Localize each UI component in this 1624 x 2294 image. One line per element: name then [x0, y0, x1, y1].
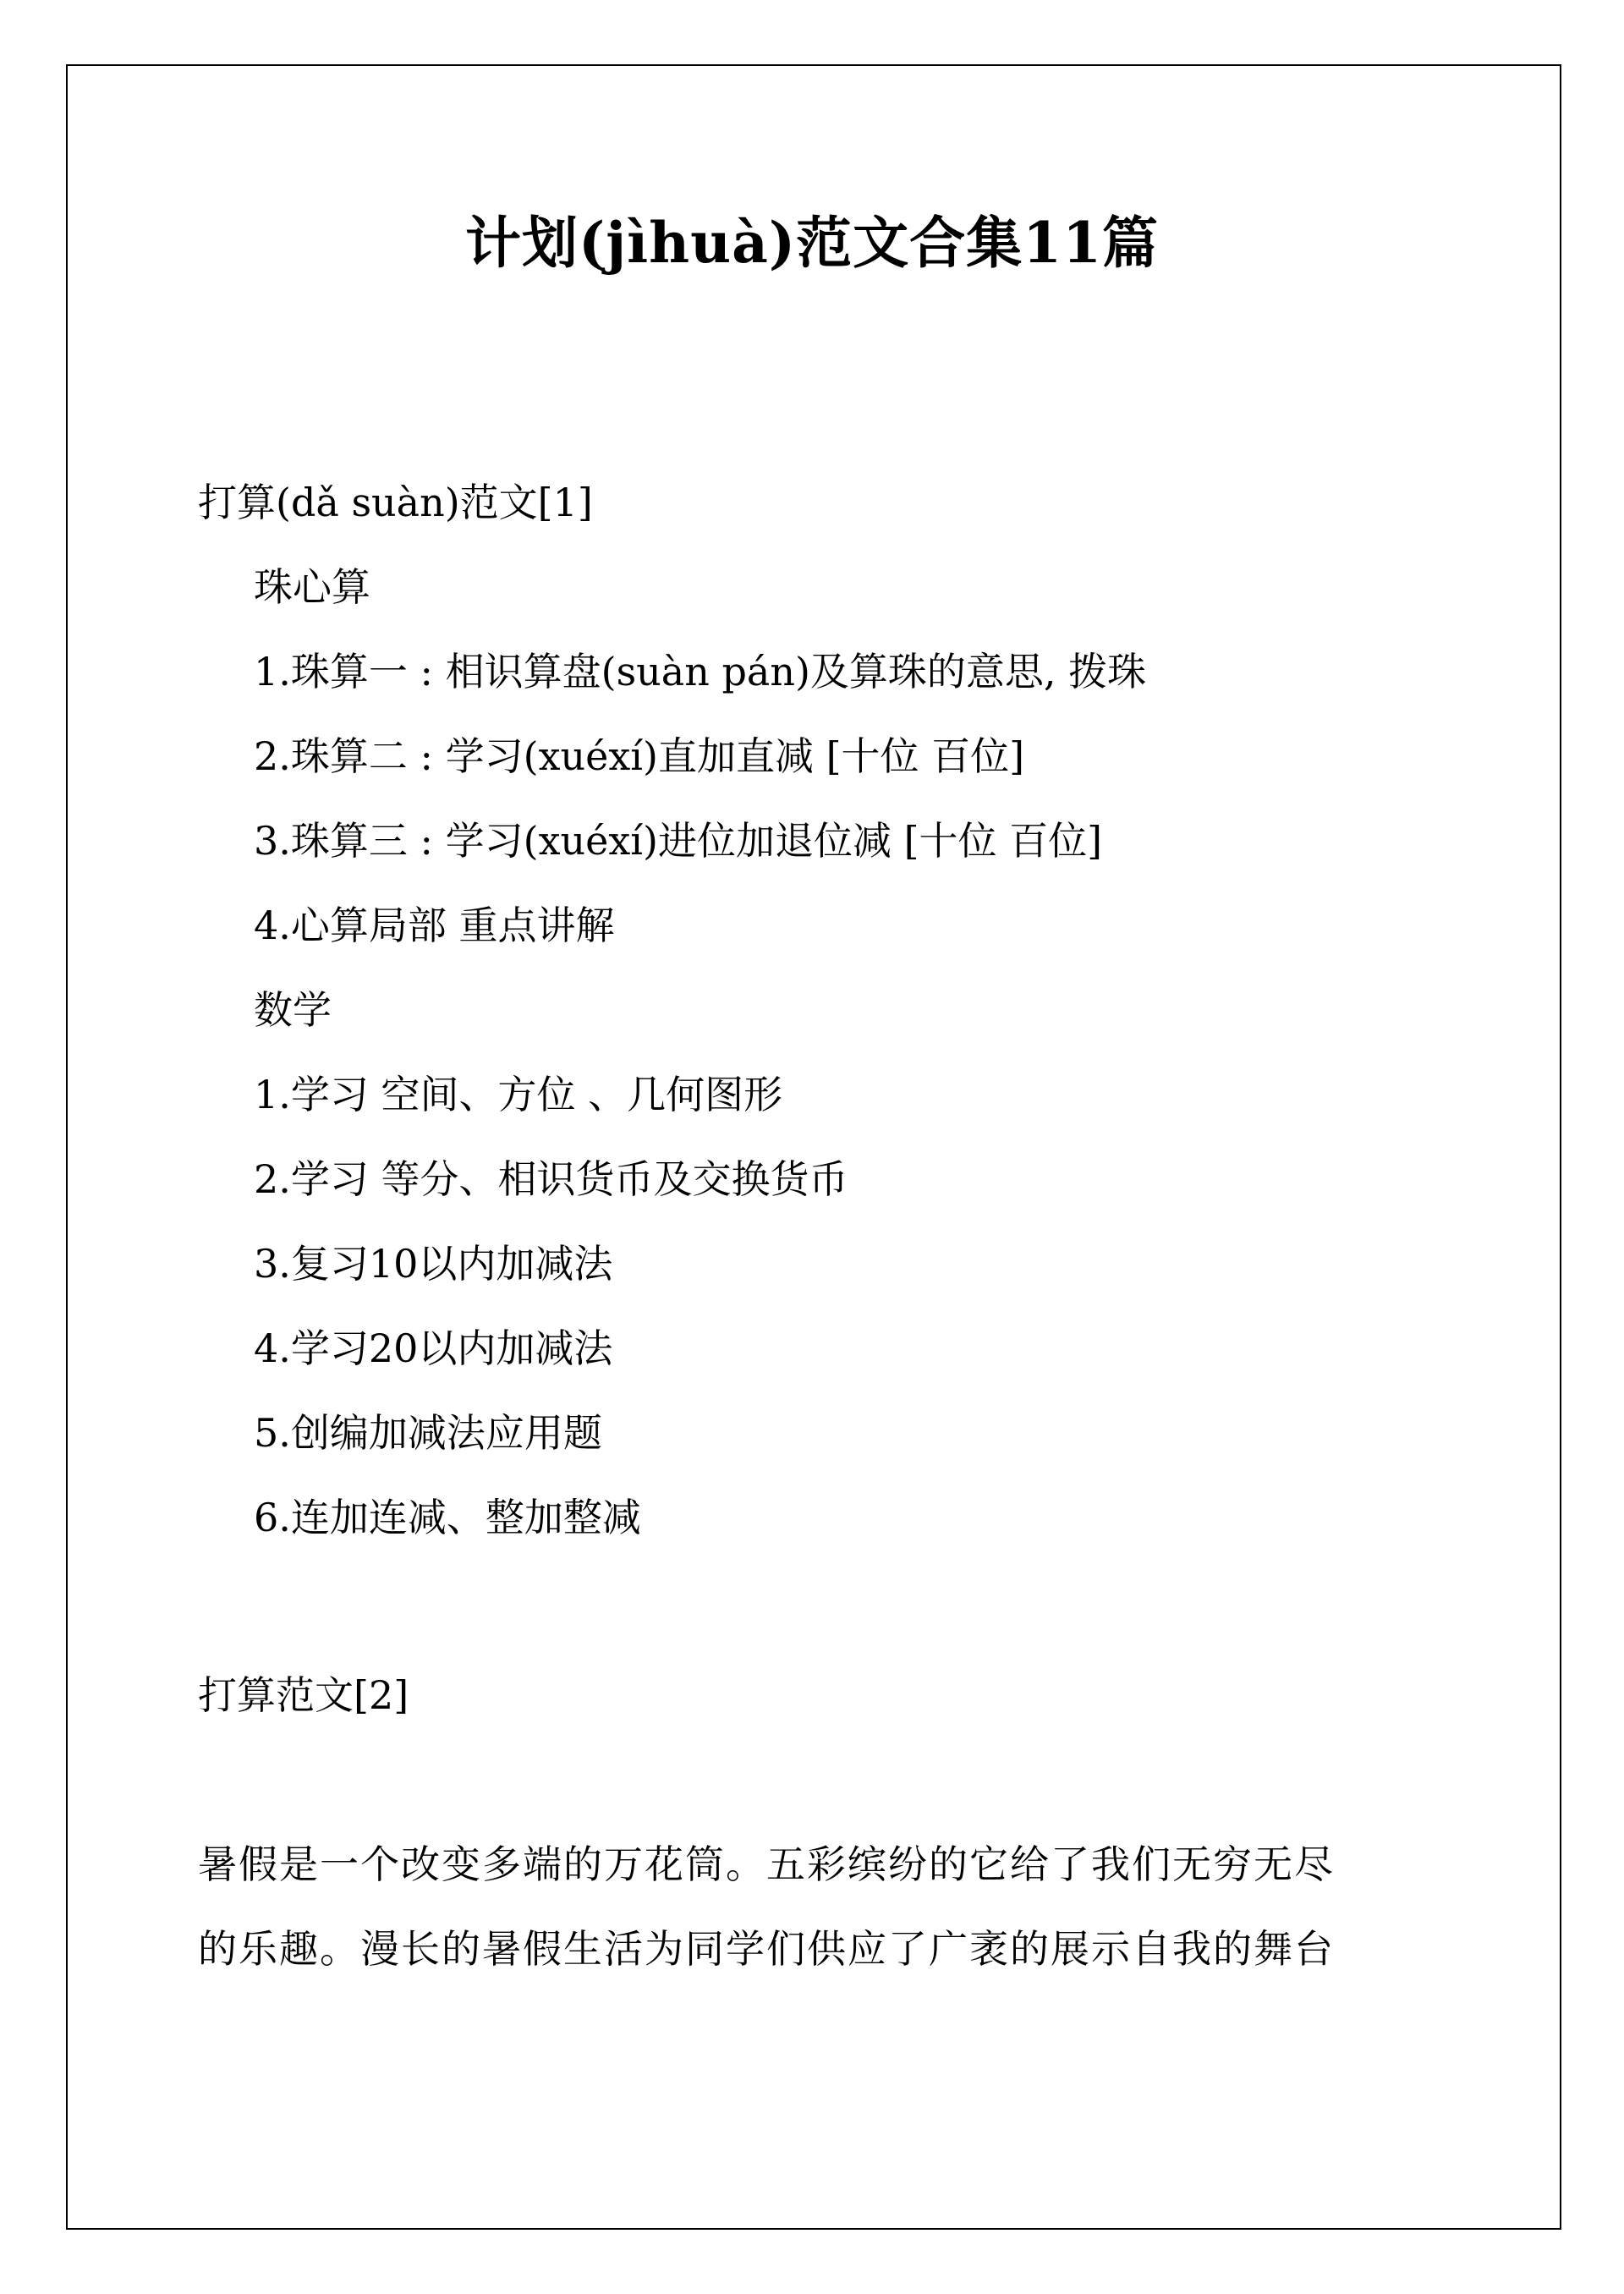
list-item: 1.学习 空间、方位 、几何图形 — [254, 1072, 783, 1117]
paragraph-line: 的乐趣。漫长的暑假生活为同学们供应了广袤的展示自我的舞台 — [198, 1926, 1335, 1972]
paragraph-line: 暑假是一个改变多端的万花筒。五彩缤纷的它给了我们无穷无尽 — [198, 1841, 1335, 1887]
list-item: 3.复习10以内加减法 — [254, 1241, 613, 1287]
subheading-abacus: 珠心算 — [254, 564, 370, 610]
page-border — [66, 64, 1561, 2230]
section-2-heading: 打算范文[2] — [198, 1672, 409, 1718]
subheading-math: 数学 — [254, 987, 332, 1033]
list-item: 5.创编加减法应用题 — [254, 1410, 602, 1456]
list-item: 4.学习20以内加减法 — [254, 1325, 613, 1371]
list-item: 6.连加连减、整加整减 — [254, 1495, 641, 1540]
list-item: 4.心算局部 重点讲解 — [254, 903, 615, 948]
list-item: 2.珠算二 : 学习(xuéxí)直加直减 [十位 百位] — [254, 733, 1025, 779]
list-item: 3.珠算三 : 学习(xuéxí)进位加退位减 [十位 百位] — [254, 818, 1103, 864]
list-item: 1.珠算一 : 相识算盘(suàn pán)及算珠的意思, 拨珠 — [254, 649, 1147, 694]
document-title: 计划(jìhuà)范文合集11篇 — [465, 210, 1159, 276]
section-1-heading: 打算(dǎ suàn)范文[1] — [198, 480, 593, 525]
list-item: 2.学习 等分、相识货币及交换货币 — [254, 1156, 848, 1202]
